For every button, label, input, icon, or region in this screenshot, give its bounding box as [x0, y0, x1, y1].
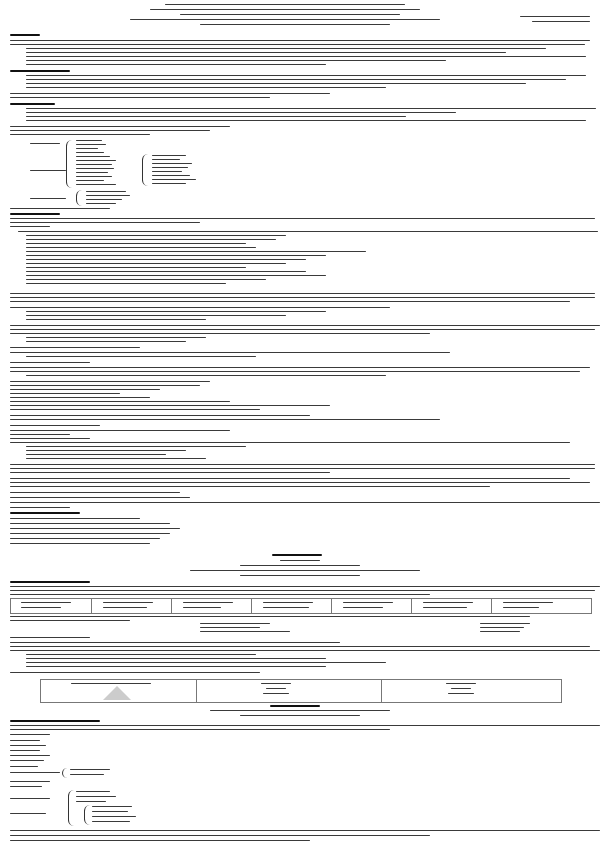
bracket-icon — [66, 140, 73, 188]
bracket-icon — [76, 190, 83, 206]
bracket-icon — [62, 768, 68, 778]
triangle-diagram-icon — [103, 686, 131, 700]
bracket-icon — [142, 154, 149, 186]
bracket-icon — [68, 790, 74, 826]
figure-panel — [40, 679, 562, 703]
data-table — [10, 598, 592, 614]
bracket-icon — [84, 805, 90, 825]
